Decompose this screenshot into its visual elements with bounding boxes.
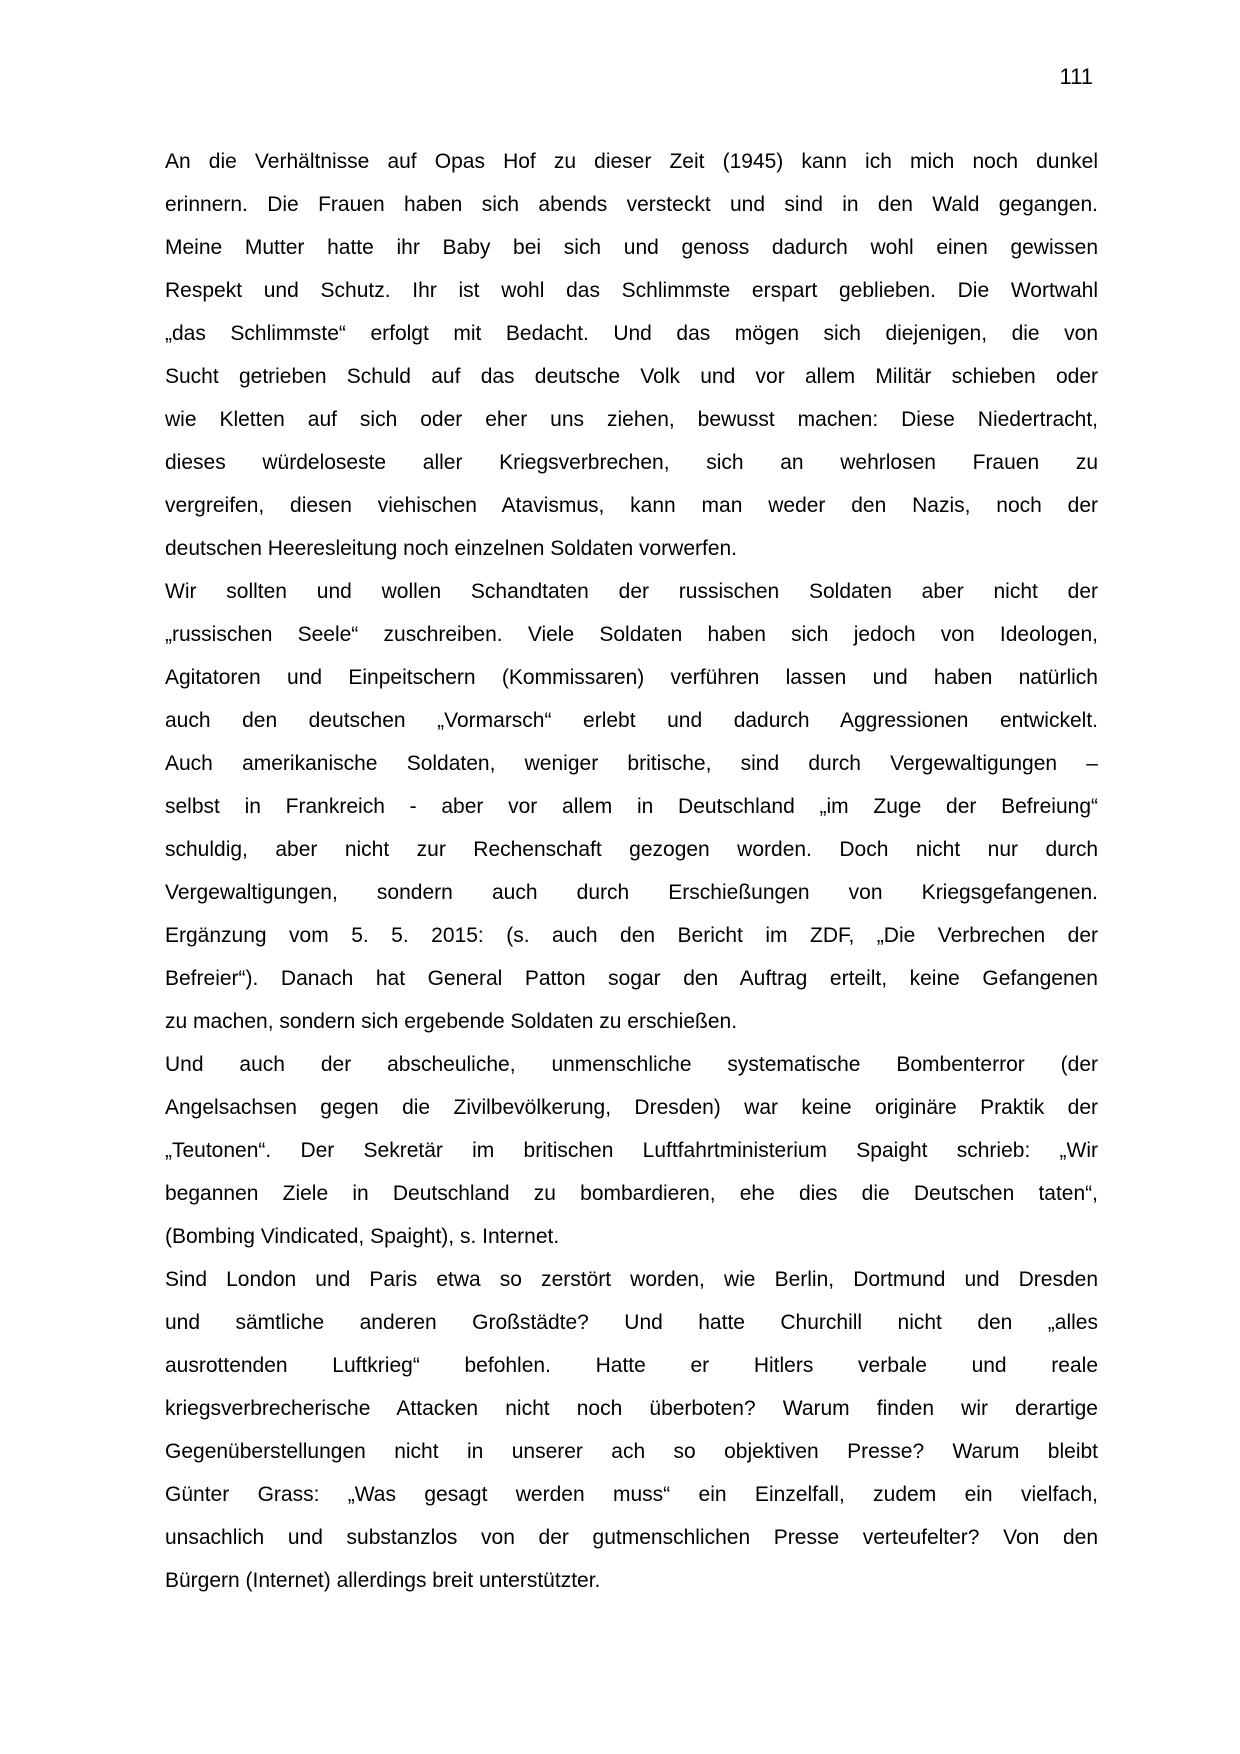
page-body — [165, 140, 1098, 1602]
text-line: dieses würdeloseste aller Kriegsverbrechen, sich an wehrlosen Frauen zu — [165, 451, 1098, 474]
text-line: Wir sollten und wollen Schandtaten der russischen Soldaten aber nicht der — [165, 580, 1098, 603]
text-line: Und auch der abscheuliche, unmenschliche systematische Bombenterror (der — [165, 1053, 1098, 1076]
text-line: Respekt und Schutz. Ihr ist wohl das Schlimmste erspart geblieben. Die Wortwahl — [165, 279, 1098, 302]
text-line: Gegenüberstellungen nicht in unserer ach so objektiven Presse? Warum bleibt — [165, 1440, 1098, 1463]
text-line: An die Verhältnisse auf Opas Hof zu dieser Zeit (1945) kann ich mich noch dunkel — [165, 150, 1098, 173]
text-line: Meine Mutter hatte ihr Baby bei sich und genoss dadurch wohl einen gewissen — [165, 236, 1098, 259]
paragraph — [165, 570, 1098, 1043]
text-line: und sämtliche anderen Großstädte? Und hatte Churchill nicht den „alles — [165, 1311, 1098, 1334]
text-line: vergreifen, diesen viehischen Atavismus, kann man weder den Nazis, noch der — [165, 494, 1098, 517]
text-line: unsachlich und substanzlos von der gutmenschlichen Presse verteufelter? Von den — [165, 1526, 1098, 1549]
text-line: deutschen Heeresleitung noch einzelnen Soldaten vorwerfen. — [165, 537, 738, 560]
page-number: 111 — [1059, 64, 1093, 89]
text-line: Befreier“). Danach hat General Patton sogar den Auftrag erteilt, keine Gefangenen — [165, 967, 1098, 990]
text-line: auch den deutschen „Vormarsch“ erlebt und dadurch Aggressionen entwickelt. — [165, 709, 1098, 732]
text-line: Ergänzung vom 5. 5. 2015: (s. auch den Bericht im ZDF, „Die Verbrechen der — [165, 924, 1098, 947]
text-line: „das Schlimmste“ erfolgt mit Bedacht. Und das mögen sich diejenigen, die von — [165, 322, 1098, 345]
paragraph — [165, 140, 1098, 570]
text-line: begannen Ziele in Deutschland zu bombardieren, ehe dies die Deutschen taten“, — [165, 1182, 1098, 1205]
paragraph — [165, 1043, 1098, 1258]
paragraph — [165, 1258, 1098, 1602]
text-line: Angelsachsen gegen die Zivilbevölkerung, Dresden) war keine originäre Praktik der — [165, 1096, 1098, 1119]
text-line: „russischen Seele“ zuschreiben. Viele Soldaten haben sich jedoch von Ideologen, — [165, 623, 1098, 646]
text-line: wie Kletten auf sich oder eher uns ziehen, bewusst machen: Diese Niedertracht, — [165, 408, 1098, 431]
text-line: zu machen, sondern sich ergebende Soldaten zu erschießen. — [165, 1010, 738, 1033]
text-line: Vergewaltigungen, sondern auch durch Erschießungen von Kriegsgefangenen. — [165, 881, 1098, 904]
text-line: Günter Grass: „Was gesagt werden muss“ ein Einzelfall, zudem ein vielfach, — [165, 1483, 1098, 1506]
text-line: Sind London und Paris etwa so zerstört worden, wie Berlin, Dortmund und Dresden — [165, 1268, 1098, 1291]
text-line: Sucht getrieben Schuld auf das deutsche Volk und vor allem Militär schieben oder — [165, 365, 1098, 388]
text-line: Agitatoren und Einpeitschern (Kommissaren) verführen lassen und haben natürlich — [165, 666, 1098, 689]
text-line: erinnern. Die Frauen haben sich abends versteckt und sind in den Wald gegangen. — [165, 193, 1098, 216]
text-line: kriegsverbrecherische Attacken nicht noch überboten? Warum finden wir derartige — [165, 1397, 1098, 1420]
text-line: schuldig, aber nicht zur Rechenschaft gezogen worden. Doch nicht nur durch — [165, 838, 1098, 861]
text-line: ausrottenden Luftkrieg“ befohlen. Hatte er Hitlers verbale und reale — [165, 1354, 1098, 1377]
text-line: „Teutonen“. Der Sekretär im britischen Luftfahrtministerium Spaight schrieb: „Wir — [165, 1139, 1098, 1162]
text-line: Bürgern (Internet) allerdings breit unterstützter. — [165, 1569, 601, 1592]
text-line: Auch amerikanische Soldaten, weniger britische, sind durch Vergewaltigungen – — [165, 752, 1098, 775]
text-line: (Bombing Vindicated, Spaight), s. Internet. — [165, 1225, 560, 1248]
text-line: selbst in Frankreich - aber vor allem in Deutschland „im Zuge der Befreiung“ — [165, 795, 1098, 818]
